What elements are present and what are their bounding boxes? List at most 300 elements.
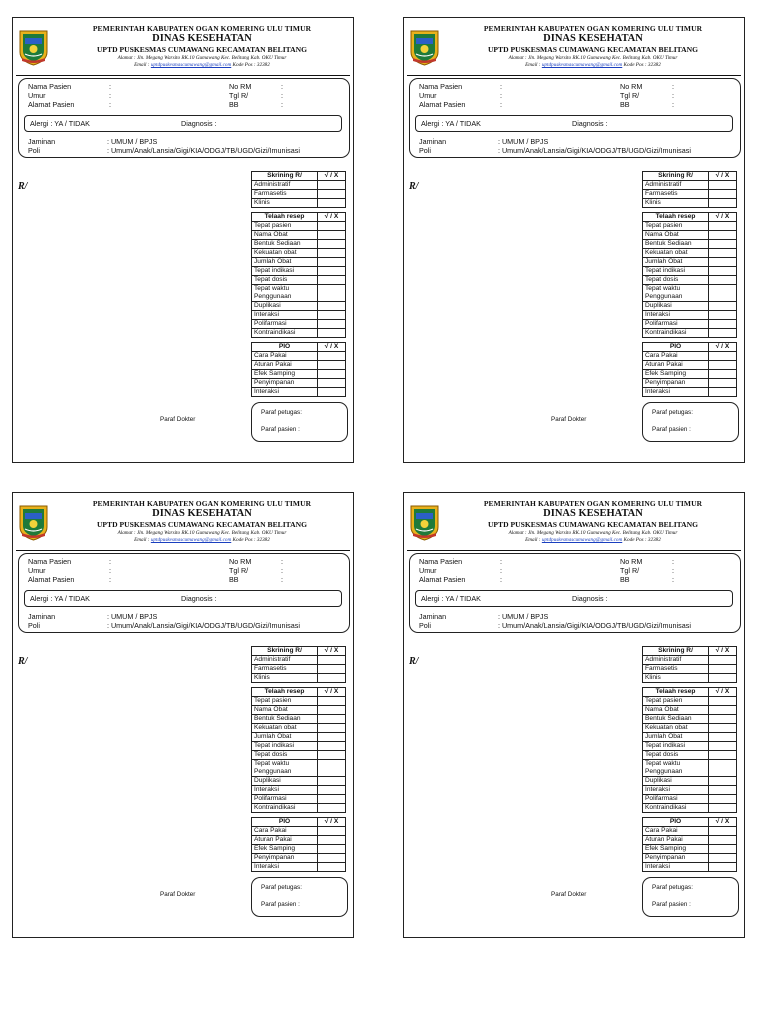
table-row [643,804,737,813]
pio-item: Aturan Pakai [252,361,318,370]
postcode: Kode Pos : 32382 [232,61,270,68]
check-cell[interactable] [318,285,346,302]
pio-item: Penyimpanan [643,379,709,388]
table-row [252,715,346,724]
review-item: Jumlah Obat [643,733,709,742]
check-cell[interactable] [709,352,737,361]
patient-name-colon: : [500,82,502,91]
check-cell[interactable] [709,674,737,683]
check-cell[interactable] [318,656,346,665]
drug-info-table [251,342,346,397]
table-row [252,361,346,370]
patient-signature-label: Paraf pasien : [261,426,300,433]
check-cell[interactable] [709,329,737,338]
patient-name-label: Nama Pasien [419,557,463,566]
letterhead-address: Alamat : Jln. Megang Warsito RK.10 Gumawang Kec. Belitang Kab. OKU Timur [508,529,678,536]
check-cell[interactable] [709,751,737,760]
screening-item: Klinis [252,674,318,683]
check-cell[interactable] [318,231,346,240]
check-cell[interactable] [709,267,737,276]
email-link[interactable]: uptdpuskesmascumawang@gmail.com [541,61,623,68]
screening-table [642,646,737,683]
review-item: Tepat waktu [643,285,709,294]
check-cell[interactable] [709,240,737,249]
check-cell[interactable] [709,285,737,302]
pio-item: Efek Samping [252,370,318,379]
table-row [252,240,346,249]
letterhead-government: PEMERINTAH KABUPATEN OGAN KOMERING ULU TIMUR [92,499,312,508]
prescription-date-colon: : [672,566,674,575]
table-row [643,258,737,267]
letterhead [444,500,742,543]
pio-check-header: √ / X [318,343,346,352]
body-weight-label: BB [620,100,630,109]
table-row [643,240,737,249]
allergy-field: Alergi : YA / TIDAK [421,594,481,603]
letterhead-contact [53,538,351,543]
check-cell[interactable] [709,715,737,724]
check-cell[interactable] [709,854,737,863]
medical-record-colon: : [281,82,283,91]
check-cell[interactable] [318,379,346,388]
allergy-diagnosis-box [24,590,342,607]
patient-info-box [18,553,350,633]
check-cell[interactable] [318,674,346,683]
review-item: Nama Obat [252,706,318,715]
patient-address-label: Alamat Pasien [419,575,466,584]
table-row [252,199,346,208]
prescription-date-label: Tgl R/ [620,566,640,575]
letterhead-government: PEMERINTAH KABUPATEN OGAN KOMERING ULU TIMUR [92,24,312,33]
medical-record-colon: : [672,557,674,566]
prescription-review-table [251,687,346,813]
pio-item: Efek Samping [643,845,709,854]
check-cell[interactable] [318,697,346,706]
check-cell[interactable] [709,320,737,329]
table-row [643,777,737,786]
district-emblem-icon [18,503,49,541]
table-row [252,674,346,683]
table-row [643,199,737,208]
review-item: Interaksi [252,311,318,320]
pio-title: PIO [643,343,709,352]
patient-address-colon: : [109,100,111,109]
table-row [252,804,346,813]
allergy-diagnosis-box [415,115,733,132]
screening-title: Skrining R/ [643,172,709,181]
review-item: Duplikasi [643,777,709,786]
doctor-signature-label: Paraf Dokter [160,891,196,898]
table-row [252,845,346,854]
review-item: Kekuatan obat [252,249,318,258]
screening-item: Administratif [643,656,709,665]
diagnosis-label: Diagnosis : [181,119,217,128]
email-link[interactable]: uptdpuskesmascumawang@gmail.com [150,61,232,68]
review-item: Interaksi [643,311,709,320]
check-cell[interactable] [318,760,346,777]
review-item: Tepat pasien [643,697,709,706]
patient-info-box [409,553,741,633]
table-row [643,854,737,863]
table-row [252,656,346,665]
review-item: Kekuatan obat [252,724,318,733]
email-label: Email : [134,61,150,68]
table-row [252,320,346,329]
prescription-form-1 [12,17,354,463]
prescription-symbol: R/ [18,656,28,667]
table-row [252,267,346,276]
screening-check-header: √ / X [318,172,346,181]
pio-item: Efek Samping [252,845,318,854]
review-item: Duplikasi [252,777,318,786]
review-item: Nama Obat [643,706,709,715]
medical-record-label: No RM [229,82,252,91]
table-row [643,697,737,706]
table-row [643,733,737,742]
patient-age-label: Umur [28,91,46,100]
table-row [643,249,737,258]
body-weight-colon: : [672,575,674,584]
drug-info-table [251,817,346,872]
check-cell[interactable] [709,845,737,854]
review-item: Interaksi [252,786,318,795]
table-row [643,674,737,683]
table-row [252,352,346,361]
email-label: Email : [134,536,150,543]
clinic-value: : Umum/Anak/Lansia/Gigi/KIA/ODGJ/TB/UGD/Gizi/Imunisasi [498,146,691,155]
drug-info-table [642,342,737,397]
clinic-label: Poli [419,621,431,630]
screening-item: Administratif [643,181,709,190]
table-row [252,370,346,379]
review-title: Telaah resep [252,213,318,222]
review-title: Telaah resep [252,688,318,697]
check-cell[interactable] [318,715,346,724]
check-cell[interactable] [709,222,737,231]
check-cell[interactable] [709,302,737,311]
check-cell[interactable] [709,665,737,674]
check-cell[interactable] [318,302,346,311]
table-row [643,231,737,240]
review-check-header: √ / X [318,213,346,222]
review-check-header: √ / X [709,688,737,697]
check-cell[interactable] [709,724,737,733]
table-row [252,854,346,863]
signature-box [642,877,739,917]
check-cell[interactable] [318,854,346,863]
check-cell[interactable] [318,181,346,190]
check-cell[interactable] [318,777,346,786]
diagnosis-label: Diagnosis : [181,594,217,603]
review-item: Penggunaan [643,768,709,777]
table-row [643,222,737,231]
check-cell[interactable] [318,276,346,285]
review-item: Polifarmasi [643,795,709,804]
pio-item: Aturan Pakai [252,836,318,845]
letterhead-unit: UPTD PUSKESMAS CUMAWANG KECAMATAN BELITANG [96,520,308,529]
patient-name-label: Nama Pasien [28,82,72,91]
doctor-signature-label: Paraf Dokter [160,416,196,423]
letterhead-agency: DINAS KESEHATAN [152,507,252,519]
review-item: Tepat pasien [643,222,709,231]
email-link[interactable]: uptdpuskesmascumawang@gmail.com [150,536,232,543]
medical-record-label: No RM [620,557,643,566]
table-row [643,285,737,294]
table-row [252,249,346,258]
screening-item: Administratif [252,656,318,665]
body-weight-label: BB [229,100,239,109]
review-item: Kekuatan obat [643,249,709,258]
clinic-label: Poli [28,146,40,155]
prescription-date-label: Tgl R/ [620,91,640,100]
review-item: Tepat dosis [252,276,318,285]
table-row [643,827,737,836]
district-emblem-icon [18,28,49,66]
review-item: Kekuatan obat [643,724,709,733]
screening-item: Klinis [643,199,709,208]
table-row [252,786,346,795]
check-cell[interactable] [318,795,346,804]
letterhead-government: PEMERINTAH KABUPATEN OGAN KOMERING ULU TIMUR [483,24,703,33]
check-cell[interactable] [318,267,346,276]
pio-item: Cara Pakai [252,352,318,361]
pio-item: Aturan Pakai [643,836,709,845]
check-cell[interactable] [709,388,737,397]
table-row [252,777,346,786]
pio-item: Penyimpanan [252,854,318,863]
check-cell[interactable] [709,656,737,665]
letterhead-unit: UPTD PUSKESMAS CUMAWANG KECAMATAN BELITANG [487,520,699,529]
check-cell[interactable] [709,181,737,190]
insurance-value: : UMUM / BPJS [107,612,158,621]
header-divider [16,550,350,551]
allergy-diagnosis-box [415,590,733,607]
check-cell[interactable] [318,786,346,795]
table-row [252,706,346,715]
patient-name-colon: : [500,557,502,566]
letterhead [53,25,351,68]
check-cell[interactable] [709,231,737,240]
signature-box [251,402,348,442]
check-cell[interactable] [318,845,346,854]
postcode: Kode Pos : 32382 [232,536,270,543]
postcode: Kode Pos : 32382 [623,61,661,68]
pio-item: Cara Pakai [643,352,709,361]
clinic-label: Poli [28,621,40,630]
review-item: Tepat indikasi [252,742,318,751]
check-cell[interactable] [709,836,737,845]
check-cell[interactable] [318,222,346,231]
check-cell[interactable] [709,276,737,285]
patient-signature-label: Paraf pasien : [261,901,300,908]
clinic-value: : Umum/Anak/Lansia/Gigi/KIA/ODGJ/TB/UGD/Gizi/Imunisasi [498,621,691,630]
patient-age-colon: : [500,91,502,100]
check-cell[interactable] [709,311,737,320]
check-cell[interactable] [709,258,737,267]
allergy-field: Alergi : YA / TIDAK [30,119,90,128]
check-cell[interactable] [709,249,737,258]
check-cell[interactable] [318,258,346,267]
check-cell[interactable] [318,733,346,742]
diagnosis-label: Diagnosis : [572,594,608,603]
prescription-form-2 [403,17,745,463]
officer-signature-label: Paraf petugas: [261,884,302,891]
review-item: Kontraindikasi [252,329,318,338]
email-link[interactable]: uptdpuskesmascumawang@gmail.com [541,536,623,543]
pio-title: PIO [643,818,709,827]
patient-address-label: Alamat Pasien [419,100,466,109]
check-cell[interactable] [709,804,737,813]
body-weight-colon: : [281,100,283,109]
table-row [252,285,346,294]
letterhead-contact [444,63,742,68]
check-cell[interactable] [709,742,737,751]
email-label: Email : [525,61,541,68]
pio-check-header: √ / X [709,343,737,352]
table-row [643,656,737,665]
check-cell[interactable] [318,352,346,361]
check-cell[interactable] [709,361,737,370]
table-row [252,742,346,751]
table-row [643,836,737,845]
screening-item: Farmasetis [252,190,318,199]
table-row [643,760,737,769]
screening-item: Farmasetis [643,665,709,674]
patient-name-label: Nama Pasien [419,82,463,91]
check-cell[interactable] [318,329,346,338]
screening-item: Farmasetis [252,665,318,674]
patient-name-colon: : [109,557,111,566]
table-row [643,181,737,190]
check-cell[interactable] [709,760,737,777]
table-row [643,379,737,388]
patient-address-label: Alamat Pasien [28,100,75,109]
table-row [643,370,737,379]
pio-item: Interaksi [643,388,709,397]
insurance-value: : UMUM / BPJS [107,137,158,146]
patient-address-colon: : [109,575,111,584]
check-cell[interactable] [318,751,346,760]
letterhead-address: Alamat : Jln. Megang Warsito RK.10 Gumawang Kec. Belitang Kab. OKU Timur [508,54,678,61]
check-cell[interactable] [318,311,346,320]
body-weight-colon: : [672,100,674,109]
check-cell[interactable] [709,795,737,804]
allergy-diagnosis-box [24,115,342,132]
officer-signature-label: Paraf petugas: [652,884,693,891]
patient-address-colon: : [500,100,502,109]
table-row [643,715,737,724]
header-divider [407,75,741,76]
table-row [643,724,737,733]
table-row [252,760,346,769]
check-cell[interactable] [318,240,346,249]
table-row [643,302,737,311]
check-cell[interactable] [709,190,737,199]
review-item: Penggunaan [252,293,318,302]
patient-age-label: Umur [419,566,437,575]
check-cell[interactable] [709,697,737,706]
check-cell[interactable] [318,724,346,733]
check-cell[interactable] [318,361,346,370]
check-cell[interactable] [709,777,737,786]
letterhead [444,25,742,68]
district-emblem-icon [409,28,440,66]
check-cell[interactable] [318,706,346,715]
check-cell[interactable] [318,804,346,813]
table-row [643,361,737,370]
doctor-signature-label: Paraf Dokter [551,891,587,898]
screening-item: Klinis [643,674,709,683]
medical-record-label: No RM [229,557,252,566]
doctor-signature-label: Paraf Dokter [551,416,587,423]
review-item: Tepat indikasi [643,267,709,276]
check-cell[interactable] [318,320,346,329]
check-cell[interactable] [709,199,737,208]
check-cell[interactable] [318,742,346,751]
check-cell[interactable] [318,836,346,845]
review-item: Jumlah Obat [252,258,318,267]
table-row [252,724,346,733]
postcode: Kode Pos : 32382 [623,536,661,543]
review-item: Tepat waktu [252,285,318,294]
check-cell[interactable] [709,706,737,715]
check-cell[interactable] [318,190,346,199]
insurance-value: : UMUM / BPJS [498,137,549,146]
review-item: Polifarmasi [252,320,318,329]
table-row [643,863,737,872]
patient-signature-label: Paraf pasien : [652,426,691,433]
prescription-date-label: Tgl R/ [229,566,249,575]
check-cell[interactable] [318,370,346,379]
check-cell[interactable] [318,199,346,208]
check-cell[interactable] [318,863,346,872]
pio-item: Interaksi [643,863,709,872]
check-cell[interactable] [318,827,346,836]
pio-title: PIO [252,818,318,827]
review-item: Tepat dosis [643,276,709,285]
table-row [252,231,346,240]
check-cell[interactable] [318,388,346,397]
review-item: Duplikasi [252,302,318,311]
patient-info-box [409,78,741,158]
patient-name-colon: : [109,82,111,91]
patient-name-label: Nama Pasien [28,557,72,566]
check-cell[interactable] [709,379,737,388]
check-cell[interactable] [709,370,737,379]
patient-address-label: Alamat Pasien [28,575,75,584]
prescription-review-table [251,212,346,338]
check-cell[interactable] [709,863,737,872]
check-cell[interactable] [709,827,737,836]
check-cell[interactable] [318,249,346,258]
review-item: Interaksi [643,786,709,795]
review-item: Jumlah Obat [643,258,709,267]
insurance-label: Jaminan [419,612,447,621]
table-row [643,352,737,361]
patient-signature-label: Paraf pasien : [652,901,691,908]
table-row [643,320,737,329]
check-cell[interactable] [318,665,346,674]
review-title: Telaah resep [643,688,709,697]
check-cell[interactable] [709,733,737,742]
review-item: Tepat pasien [252,222,318,231]
review-title: Telaah resep [643,213,709,222]
table-row [252,827,346,836]
patient-age-label: Umur [28,566,46,575]
prescription-review-table [642,687,737,813]
check-cell[interactable] [709,786,737,795]
review-item: Tepat dosis [252,751,318,760]
